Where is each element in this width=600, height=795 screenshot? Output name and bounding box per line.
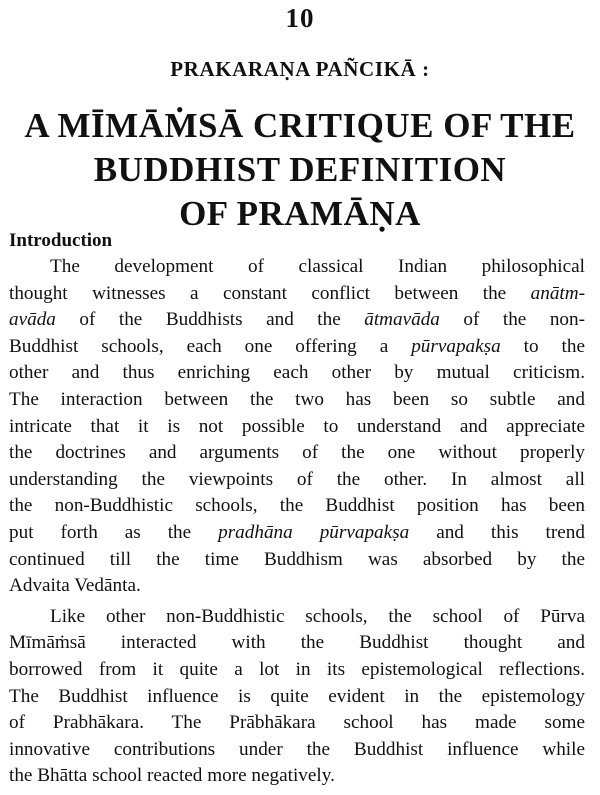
italic-term: anātm- bbox=[530, 282, 585, 304]
text-line bbox=[9, 710, 585, 737]
text-line bbox=[9, 440, 585, 467]
text-line bbox=[9, 604, 585, 631]
text-line bbox=[9, 254, 585, 281]
part-title: PRAKARAṆA PAÑCIKĀ : bbox=[170, 57, 430, 81]
text-run: continued till the time Buddhism was absorbed by the bbox=[9, 548, 585, 570]
italic-term: ātmavāda bbox=[364, 309, 440, 331]
text-run: of the non- bbox=[439, 309, 585, 331]
chapter-title-line: A MĪMĀṀSĀ CRITIQUE OF THE bbox=[24, 106, 576, 145]
text-run: the doctrines and arguments of the one without properly bbox=[9, 442, 585, 464]
text-line bbox=[9, 334, 585, 361]
text-line bbox=[9, 467, 585, 494]
italic-term: pūrvapakṣa bbox=[411, 335, 501, 357]
paragraph-1 bbox=[9, 254, 585, 600]
text-line bbox=[9, 737, 585, 764]
text-run: the non-Buddhistic schools, the Buddhist position has been bbox=[9, 495, 585, 517]
text-line bbox=[9, 414, 585, 441]
chapter-number: 10 bbox=[285, 3, 315, 33]
text-run: Mīmāṁsā interacted with the Buddhist thought and bbox=[9, 632, 585, 654]
text-line bbox=[9, 520, 585, 547]
text-line bbox=[9, 547, 585, 574]
text-line bbox=[9, 657, 585, 684]
text-run: and this trend bbox=[409, 521, 585, 543]
text-run: Like other non-Buddhistic schools, the school of Pūrva bbox=[50, 605, 585, 627]
text-line bbox=[9, 281, 585, 308]
text-run: The Buddhist influence is quite evident in the epistemology bbox=[9, 685, 585, 707]
text-run: borrowed from it quite a lot in its epistemological reflections. bbox=[9, 658, 585, 680]
text-run: understanding the viewpoints of the other. In almost all bbox=[9, 468, 585, 490]
italic-term: pradhāna pūrvapakṣa bbox=[218, 521, 410, 543]
text-line bbox=[9, 573, 585, 600]
text-run: of the Buddhists and the bbox=[55, 309, 365, 331]
chapter-title-line: OF PRAMĀṆA bbox=[179, 194, 421, 233]
text-line bbox=[9, 630, 585, 657]
chapter-title-line: BUDDHIST DEFINITION bbox=[93, 150, 507, 189]
body-text bbox=[9, 254, 585, 790]
text-line bbox=[9, 360, 585, 387]
paragraph-2 bbox=[9, 604, 585, 790]
chapter-title bbox=[0, 104, 600, 236]
section-heading: Introduction bbox=[9, 230, 113, 251]
text-run: intricate that it is not possible to understand and appreciate bbox=[9, 415, 585, 437]
text-run: of Prabhākara. The Prābhākara school has made some bbox=[9, 712, 585, 734]
italic-term: avāda bbox=[9, 309, 56, 331]
text-run: Advaita Vedānta. bbox=[9, 575, 141, 597]
text-run: other and thus enriching each other by mutual criticism. bbox=[9, 362, 585, 384]
text-run: The interaction between the two has been so subtle and bbox=[9, 388, 585, 410]
text-line bbox=[9, 684, 585, 711]
text-line bbox=[9, 493, 585, 520]
text-line bbox=[9, 763, 585, 790]
text-run: put forth as the bbox=[9, 521, 219, 543]
text-run: thought witnesses a constant conflict between the bbox=[9, 282, 531, 304]
text-line bbox=[9, 387, 585, 414]
text-run: innovative contributions under the Buddhist influence while bbox=[9, 738, 585, 760]
text-run: The development of classical Indian philosophical bbox=[50, 256, 585, 277]
text-run: the Bhātta school reacted more negatively. bbox=[9, 765, 335, 787]
text-run: Buddhist schools, each one offering a bbox=[9, 335, 412, 357]
text-run: to the bbox=[500, 335, 585, 357]
text-line bbox=[9, 307, 585, 334]
